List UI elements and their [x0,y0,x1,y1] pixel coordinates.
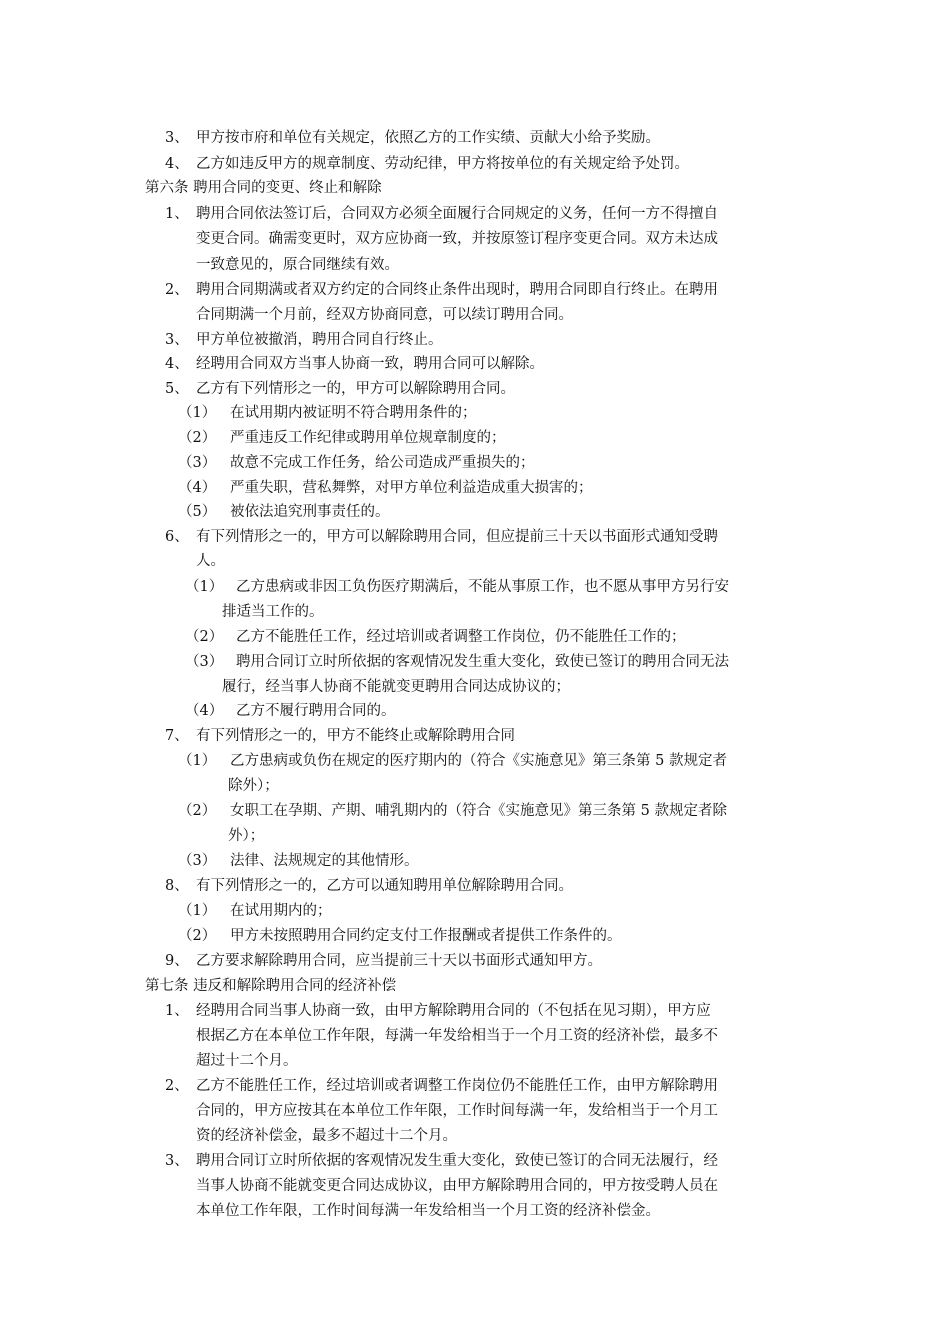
item-number: （4） [178,480,217,496]
item-text: 甲方单位被撤消，聘用合同自行终止。 [196,332,443,348]
item-text-continued: 根据乙方在本单位工作年限，每满一年发给相当于一个月工资的经济补偿，最多不 [196,1028,718,1044]
item-text: 乙方患病或非因工负伤医疗期满后，不能从事原工作，也不愿从事甲方另行安 [236,579,729,595]
item-text: 乙方要求解除聘用合同，应当提前三十天以书面形式通知甲方。 [196,953,602,969]
item-text-continued: 当事人协商不能就变更合同达成协议，由甲方解除聘用合同的，甲方按受聘人员在 [196,1178,718,1194]
item-text: 被依法追究刑事责任的。 [230,504,390,520]
item-number: 4、 [165,356,189,372]
item-text: 聘用合同订立时所依据的客观情况发生重大变化，致使已签订的聘用合同无法 [236,654,729,670]
item-text: 经聘用合同双方当事人协商一致，聘用合同可以解除。 [196,356,544,372]
item-text-continued: 合同的，甲方应按其在本单位工作年限，工作时间每满一年，发给相当于一个月工 [196,1103,718,1119]
item-text: 乙方患病或负伤在规定的医疗期内的（符合《实施意见》第三条第 5 款规定者 [230,753,727,769]
item-number: 1、 [165,1003,189,1019]
item-text: 甲方未按照聘用合同约定支付工作报酬或者提供工作条件的。 [230,928,622,944]
item-number: 3、 [165,130,189,146]
item-text: 有下列情形之一的，甲方可以解除聘用合同，但应提前三十天以书面形式通知受聘 [196,529,718,545]
item-text-continued: 本单位工作年限，工作时间每满一年发给相当一个月工资的经济补偿金。 [196,1203,660,1219]
item-text: 故意不完成工作任务，给公司造成严重损失的； [230,455,535,471]
item-text-continued: 超过十二个月。 [196,1053,298,1069]
item-text: 在试用期内被证明不符合聘用条件的； [230,405,477,421]
item-number: （3） [185,654,224,670]
item-number: （1） [178,753,217,769]
item-text-continued: 排适当工作的。 [222,604,324,620]
item-text-continued: 履行，经当事人协商不能就变更聘用合同达成协议的； [222,679,570,695]
item-number: 8、 [165,878,189,894]
item-text: 有下列情形之一的，乙方可以通知聘用单位解除聘用合同。 [196,878,573,894]
item-text: 聘用合同依法签订后，合同双方必须全面履行合同规定的义务，任何一方不得擅自 [196,206,718,222]
item-text: 乙方不履行聘用合同的。 [236,703,396,719]
item-text-continued: 除外）； [228,778,279,794]
section-title: 第七条 违反和解除聘用合同的经济补偿 [145,978,397,994]
item-text: 在试用期内的； [230,903,332,919]
item-text-continued: 合同期满一个月前，经双方协商同意，可以续订聘用合同。 [196,307,573,323]
item-text: 乙方有下列情形之一的，甲方可以解除聘用合同。 [196,381,515,397]
item-number: （1） [178,903,217,919]
item-number: （2） [185,629,224,645]
item-text: 聘用合同期满或者双方约定的合同终止条件出现时，聘用合同即自行终止。在聘用 [196,282,718,298]
item-number: （5） [178,504,217,520]
item-text-continued: 一致意见的，原合同继续有效。 [196,257,399,273]
item-number: 5、 [165,381,189,397]
item-number: 7、 [165,728,189,744]
item-number: （2） [178,430,217,446]
item-text: 法律、法规规定的其他情形。 [230,853,419,869]
item-text: 乙方不能胜任工作，经过培训或者调整工作岗位，仍不能胜任工作的； [236,629,686,645]
item-number: （1） [178,405,217,421]
item-number: （2） [178,928,217,944]
item-number: 1、 [165,206,189,222]
item-number: （1） [185,579,224,595]
item-text: 乙方如违反甲方的规章制度、劳动纪律，甲方将按单位的有关规定给予处罚。 [196,156,689,172]
item-text: 有下列情形之一的，甲方不能终止或解除聘用合同 [196,728,515,744]
item-text-continued: 人。 [196,553,225,569]
item-number: 3、 [165,332,189,348]
item-text: 严重违反工作纪律或聘用单位规章制度的； [230,430,506,446]
item-text-continued: 变更合同。确需变更时，双方应协商一致，并按原签订程序变更合同。双方未达成 [196,231,718,247]
item-text: 女职工在孕期、产期、哺乳期内的（符合《实施意见》第三条第 5 款规定者除 [230,803,727,819]
item-number: 9、 [165,953,189,969]
item-number: （3） [178,853,217,869]
item-number: （4） [185,703,224,719]
item-number: （3） [178,455,217,471]
item-number: （2） [178,803,217,819]
item-text: 经聘用合同当事人协商一致，由甲方解除聘用合同的（不包括在见习期），甲方应 [196,1003,711,1019]
item-text-continued: 资的经济补偿金，最多不超过十二个月。 [196,1128,457,1144]
item-text: 乙方不能胜任工作，经过培训或者调整工作岗位仍不能胜任工作，由甲方解除聘用 [196,1078,718,1094]
section-title: 第六条 聘用合同的变更、终止和解除 [145,180,382,196]
item-text: 聘用合同订立时所依据的客观情况发生重大变化，致使已签订的合同无法履行，经 [196,1153,718,1169]
item-number: 2、 [165,1078,189,1094]
item-number: 3、 [165,1153,189,1169]
item-number: 4、 [165,156,189,172]
item-text: 严重失职，营私舞弊，对甲方单位利益造成重大损害的； [230,480,593,496]
item-text: 甲方按市府和单位有关规定，依照乙方的工作实绩、贡献大小给予奖励。 [196,130,660,146]
item-number: 2、 [165,282,189,298]
item-text-continued: 外）； [228,828,265,844]
item-number: 6、 [165,529,189,545]
